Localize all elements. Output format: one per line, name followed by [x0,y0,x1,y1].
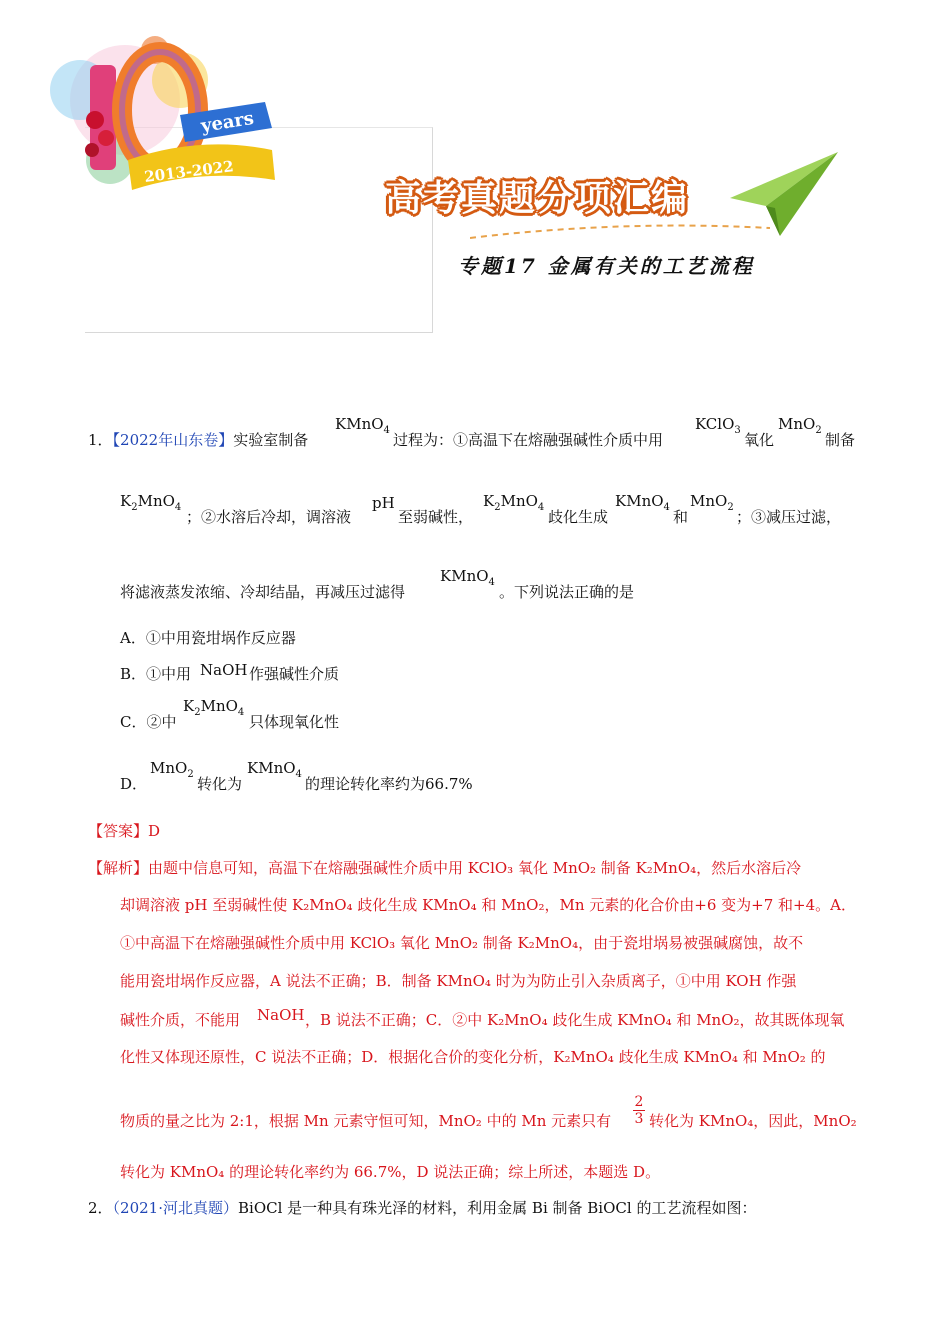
q2-line1: 2．（2021·河北真题）BiOCl 是一种具有珠光泽的材料，利用金属 Bi 制备 BiOCl 的工艺流程如图： [88,1199,757,1217]
formula-k2mno4: $K_2MnO_4$ [120,492,182,513]
q1-answer: 【答案】D [88,822,161,840]
formula-kmno4: KMnO$_4$ [335,415,390,436]
q1-explanation-l5b: ，B 说法不正确；C．②中 K₂MnO₄ 歧化生成 KMnO₄ 和 MnO₂，故其既体现氧 [305,1011,845,1029]
q1-source: 【2022年山东卷】 [112,431,234,449]
formula-kmno4-d: KMnO$_4$ [247,759,302,780]
q1-explanation-l2: 却调溶液 pH 至弱碱性使 K₂MnO₄ 歧化生成 KMnO₄ 和 MnO₂，Mn 元素的化合价由+6 变为+7 和+4。A． [120,896,856,914]
formula-naoh: NaOH [200,661,248,679]
formula-mno2-d: MnO$_2$ [150,759,194,780]
q1-explanation-l6: 化性又体现还原性，C 说法不正确；D．根据化合价的变化分析，K₂MnO₄ 歧化生成 KMnO₄ 和 MnO₂ 的 [120,1048,826,1066]
q1-line1: 1．【2022年山东卷】实验室制备 [88,431,309,449]
fraction-two-thirds: $\frac{2}{3}$ [634,1094,644,1127]
paper-plane-icon [720,148,840,243]
formula-k2mno4-c: $K_2MnO_4$ [183,697,245,718]
q1-explanation-l7b: 转化为 KMnO₄，因此，MnO₂ [649,1112,857,1130]
q2-number: 2． [88,1199,113,1217]
option-d[interactable]: D． [120,775,148,793]
formula-naoh-exp: NaOH [257,1006,305,1024]
formula-kmno4-c: KMnO$_4$ [440,567,495,588]
logo-years-text: years [199,107,256,137]
banner-title: 高考真题分项汇编 [385,177,690,219]
q2-source: （2021·河北真题） [112,1199,238,1217]
formula-k2mno4-b: $K_2MnO_4$ [483,492,545,513]
formula-kclo3: KClO$_3$ [695,415,741,436]
option-b[interactable]: B．①中用 [120,665,192,683]
option-a[interactable]: A．①中用瓷坩埚作反应器 [120,629,296,647]
q1-explanation-l5a: 碱性介质，不能用 [120,1011,241,1029]
ten-years-logo [10,10,350,210]
formula-mno2: MnO$_2$ [778,415,822,436]
q1-explanation-l1: 【解析】由题中信息可知，高温下在熔融强碱性介质中用 KClO₃ 氧化 MnO₂ 制备 K₂MnO₄，然后水溶后冷 [88,859,802,877]
formula-kmno4-b: KMnO$_4$ [615,492,670,513]
option-c[interactable]: C．②中 [120,713,177,731]
q1-explanation-l8: 转化为 KMnO₄ 的理论转化率约为 66.7%，D 说法正确；综上所述，本题选 D。 [120,1163,661,1181]
q1-explanation-l3: ①中高温下在熔融强碱性介质中用 KClO₃ 氧化 MnO₂ 制备 K₂MnO₄，由于瓷坩埚易被强碱腐蚀，故不 [120,934,804,952]
page: years 2013-2022 高考真题分项汇编 专题17 金属有关的工艺流程 1．【2022年山东卷】实验室制备 KMnO$_4$ 过程为：①高温下在熔融强碱性介质中用 KClO$_3$ 氧化 MnO$_2$ 制备 $K_2MnO_4$ ；②水溶后冷却，调溶液 pH 至弱碱性， $K_2MnO_4$ 歧化生成 KMnO$_4$ 和 MnO$_2$ ；③减压过滤， 将滤液蒸发浓缩、冷却结晶，再减压过滤得 KMnO$_4$ 。下列说法正确的是 A．①中用瓷坩埚作反应器 B．①中用 NaOH 作强碱性介质 C．②中 $K_2MnO_4$ 只体现氧化性 D． MnO$_2$ 转化为 KMnO$_4$ 的理论转化率约为66.7% 【答案】D 【解析】由题中信息可知，高温下在熔融强碱性介质中用 KClO₃ 氧化 MnO₂ 制备 K₂MnO₄，然后水溶后冷 却调溶液 pH 至弱碱性使 K₂MnO₄ 歧化生成 KMnO₄ 和 MnO₂，Mn 元素的化合价由+6 变为+7 和+4。A． ①中高温下在熔融强碱性介质中用 KClO₃ 氧化 MnO₂ 制备 K₂MnO₄，由于瓷坩埚易被强碱腐蚀，故不 能用瓷坩埚作反应器，A 说法不正确；B．制备 KMnO₄ 时为为防止引入杂质离子，①中用 KOH 作强 碱性介质，不能用 NaOH ，B 说法不正确；C．②中 K₂MnO₄ 歧化生成 KMnO₄ 和 MnO₂，故其既体现氧 化性又体现还原性，C 说法不正确；D．根据化合价的变化分析，K₂MnO₄ 歧化生成 KMnO₄ 和 MnO₂ 的 物质的量之比为 2:1，根据 Mn 元素守恒可知，MnO₂ 中的 Mn 元素只有 $\frac{2}{3}$ 转化为 KMnO₄，因此，MnO₂ 转化为 KMnO₄ 的理论转化率约为 66.7%，D 说法正确；综上所述，本题选 D。 2．（2021·河北真题）BiOCl 是一种具有珠光泽的材料，利用金属 Bi 制备 BiOCl 的工艺流程如图： [0,0,950,1344]
formula-ph: pH [372,494,395,512]
logo-range-text: 2013-2022 [143,157,235,186]
banner-subtitle: 专题17 金属有关的工艺流程 [458,254,755,278]
q1-explanation-l4: 能用瓷坩埚作反应器，A 说法不正确；B．制备 KMnO₄ 时为为防止引入杂质离子，①中用 KOH 作强 [120,972,797,990]
formula-mno2-b: MnO$_2$ [690,492,734,513]
q1-number: 1． [88,431,113,449]
q1-explanation-l7a: 物质的量之比为 2:1，根据 Mn 元素守恒可知，MnO₂ 中的 Mn 元素只有 [120,1112,612,1130]
